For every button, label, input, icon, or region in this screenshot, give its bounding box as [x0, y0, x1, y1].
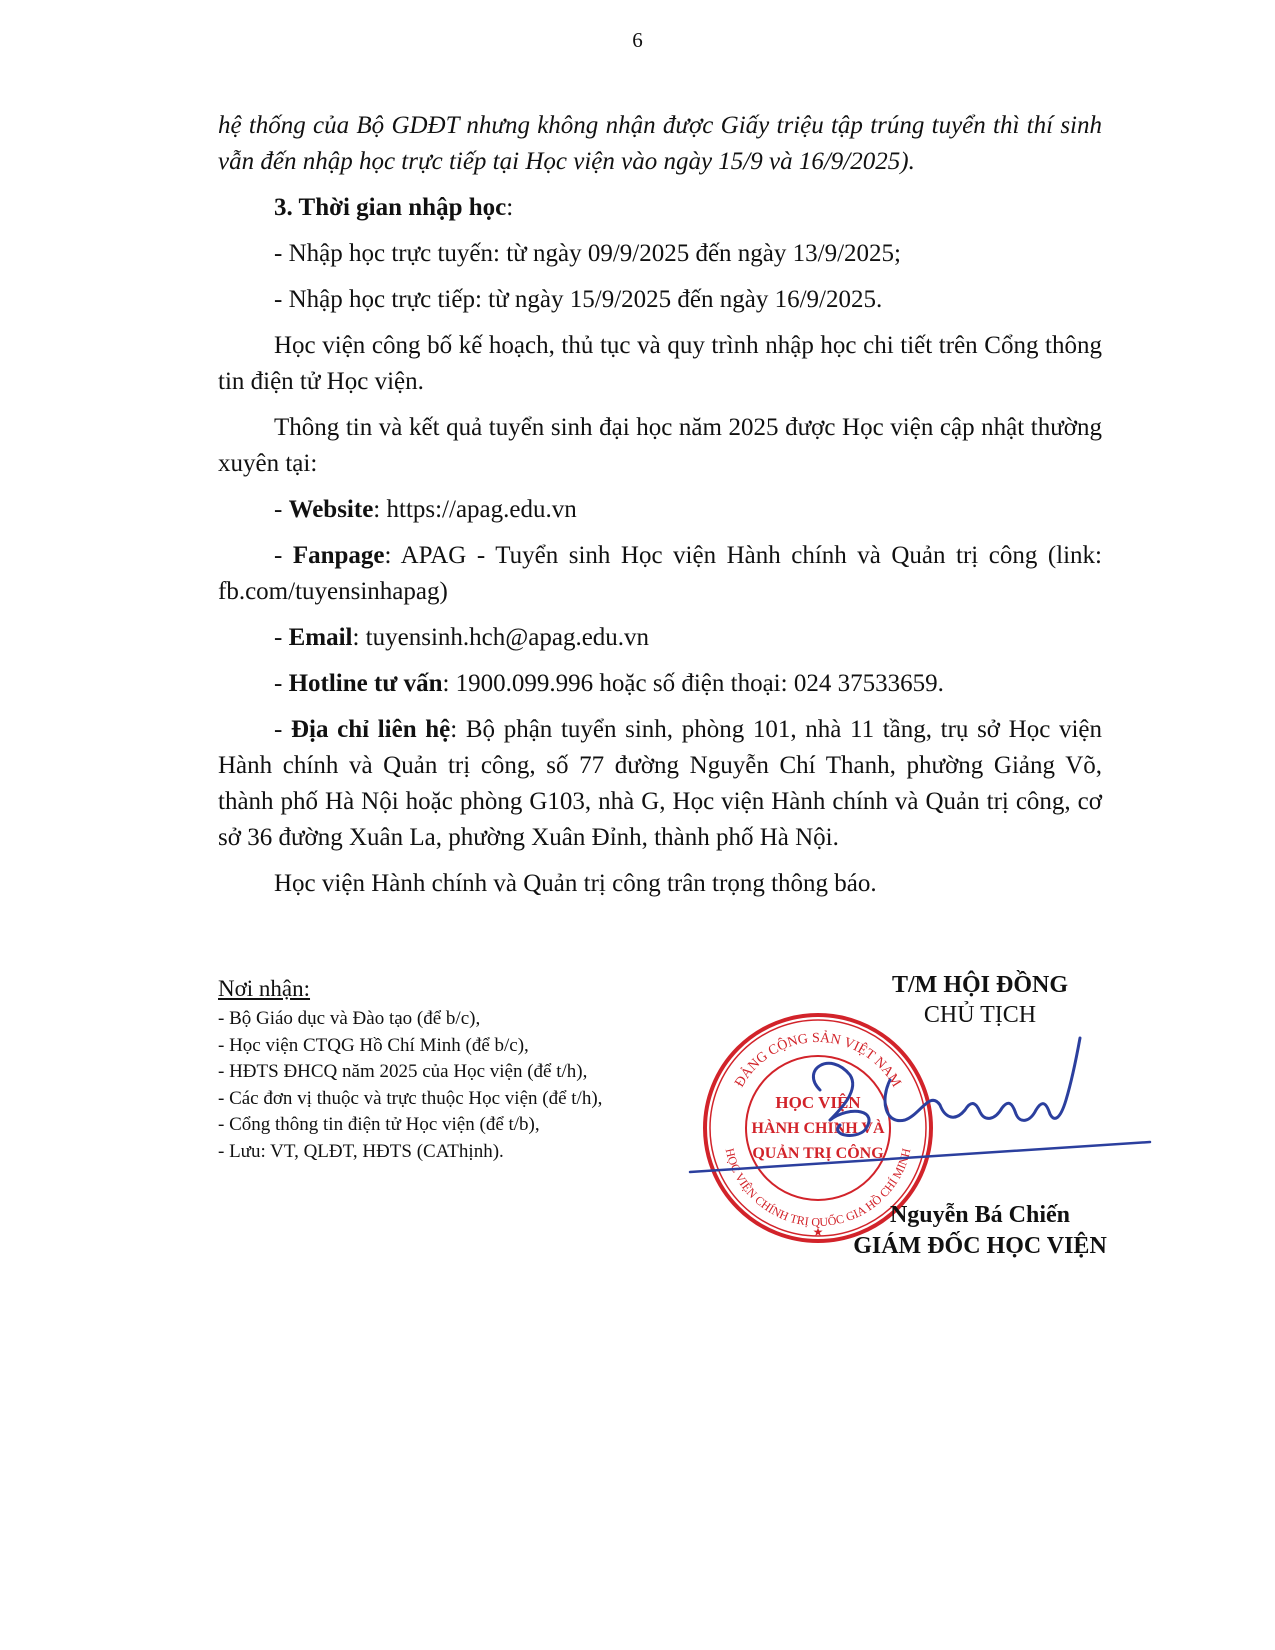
section-3-colon: :	[506, 194, 514, 221]
section-3-heading	[218, 190, 1102, 226]
enrollment-online: - Nhập học trực tuyến: từ ngày 09/9/2025 đến ngày 13/9/2025;	[274, 240, 901, 267]
website-label: Website	[288, 496, 374, 523]
stamp-center-line-1: HỌC VIỆN	[775, 1093, 861, 1112]
closing-line: Học viện Hành chính và Quản trị công trân trọng thông báo.	[274, 870, 877, 897]
recipients-title: Nơi nhận:	[218, 976, 311, 1001]
recipients-block	[218, 974, 718, 1165]
stamp-star-icon: ★	[812, 1225, 824, 1239]
email-label: Email	[288, 624, 353, 651]
signing-authority: T/M HỘI ĐỒNG	[891, 972, 1068, 998]
stamp-ring-top-text: ĐẢNG CỘNG SẢN VIỆT NAM	[732, 1030, 904, 1090]
plan-paragraph: Học viện công bố kế hoạch, thủ tục và quy trình nhập học chi tiết trên Cổng thông tin điện tử Học viện.	[218, 332, 1102, 395]
signer-title: GIÁM ĐỐC HỌC VIỆN	[853, 1233, 1107, 1259]
recipient-item: - Học viện CTQG Hồ Chí Minh (để b/c),	[218, 1034, 529, 1056]
enrollment-onsite: - Nhập học trực tiếp: từ ngày 15/9/2025 đến ngày 16/9/2025.	[274, 286, 883, 313]
hotline-value: : 1900.099.996 hoặc số điện thoại: 024 37533659.	[442, 670, 944, 697]
signing-role: CHỦ TỊCH	[923, 1002, 1037, 1028]
address-label: Địa chỉ liên hệ	[290, 716, 451, 743]
stamp-ring-bottom-text: HỌC VIỆN CHÍNH TRỊ QUỐC GIA HỒ CHÍ MINH	[722, 1146, 914, 1230]
stamp-center-line-2: HÀNH CHÍNH VÀ	[751, 1120, 885, 1137]
recipient-item: - Cổng thông tin điện tử Học viện (để t/b),	[218, 1114, 540, 1135]
recipient-item: - Lưu: VT, QLĐT, HĐTS (CAThịnh).	[218, 1140, 504, 1162]
page-number: 6	[632, 28, 643, 52]
handwritten-signature	[680, 1030, 1170, 1220]
document-body	[218, 108, 1102, 912]
info-paragraph: Thông tin và kết quả tuyển sinh đại học năm 2025 được Học viện cập nhật thường xuyên tại:	[218, 414, 1102, 477]
signer-name: Nguyễn Bá Chiến	[889, 1202, 1071, 1228]
address-value: : Bộ phận tuyển sinh, phòng 101, nhà 11 tầng, trụ sở Học viện Hành chính và Quản trị công, số 77 đường Nguyễn Chí Thanh, phường Giảng Võ, thành phố Hà Nội hoặc phòng G103, nhà G, Học viện Hành chính và Quản trị công, cơ sở 36 đường Xuân La, phường Xuân Đỉnh, thành phố Hà Nội.	[218, 716, 1103, 851]
fanpage-label: Fanpage	[292, 542, 385, 569]
contact-address: - Địa chỉ liên hệ: Bộ phận tuyển sinh, phòng 101, nhà 11 tầng, trụ sở Học viện Hành chính và Quản trị công, số 77 đường Nguyễn Chí Thanh, phường Giảng Võ, thành phố Hà Nội hoặc phòng G103, nhà G, Học viện Hành chính và Quản trị công, cơ sở 36 đường Xuân La, phường Xuân Đỉnh, thành phố Hà Nội.	[218, 716, 1103, 851]
contact-hotline: - Hotline tư vấn: 1900.099.996 hoặc số điện thoại: 024 37533659.	[274, 670, 944, 697]
recipient-item: - Bộ Giáo dục và Đào tạo (để b/c),	[218, 1008, 481, 1029]
website-value: : https://apag.edu.vn	[373, 496, 577, 523]
stamp-center-line-3: QUẢN TRỊ CÔNG	[752, 1145, 884, 1162]
contact-email: - Email: tuyensinh.hch@apag.edu.vn	[274, 624, 650, 651]
recipient-item: - HĐTS ĐHCQ năm 2025 của Học viện (để t/h),	[218, 1061, 588, 1082]
recipient-item: - Các đơn vị thuộc và trực thuộc Học viện (để t/h),	[218, 1087, 603, 1109]
contact-fanpage: - Fanpage: APAG - Tuyển sinh Học viện Hành chính và Quản trị công (link: fb.com/tuyensinhapag)	[218, 542, 1102, 605]
contact-website: - Website: https://apag.edu.vn	[274, 496, 577, 523]
hotline-label: Hotline tư vấn	[288, 670, 443, 697]
continuation-paragraph: hệ thống của Bộ GDĐT nhưng không nhận được Giấy triệu tập trúng tuyển thì thí sinh vẫn đến nhập học trực tiếp tại Học viện vào ngày 15/9 và 16/9/2025).	[218, 112, 1102, 175]
email-value: : tuyensinh.hch@apag.edu.vn	[352, 624, 650, 651]
fanpage-value: : APAG - Tuyển sinh Học viện Hành chính và Quản trị công (link: fb.com/tuyensinhapag)	[218, 542, 1102, 605]
signer-block	[760, 1200, 1200, 1262]
section-3-title: 3. Thời gian nhập học	[274, 194, 507, 221]
recipients-list	[218, 1006, 718, 1165]
